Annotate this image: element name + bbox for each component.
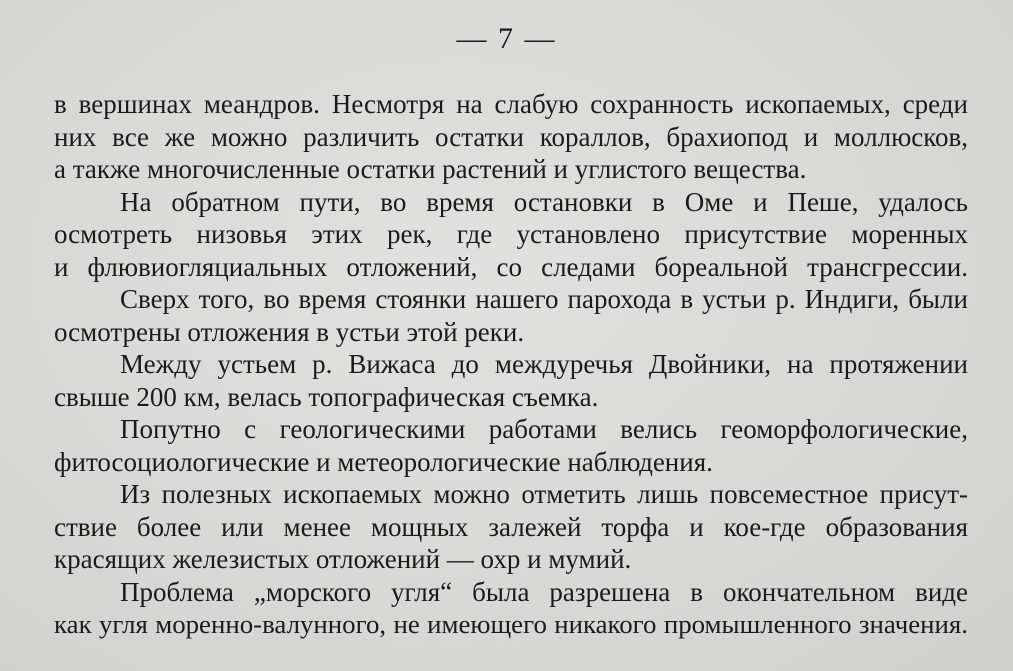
text-line: Сверх того, во время стоянки нашего парохода в устьи р. Индиги, были	[120, 284, 968, 314]
text-line: как угля моренно-валунного, не имеющего никакого промышленного значения.	[54, 609, 968, 639]
text-line: Попутно с геологическими работами велись геоморфологические,	[120, 414, 968, 444]
text-line: в вершинах меандров. Несмотря на слабую сохранность ископаемых, среди	[54, 89, 968, 119]
text-line: На обратном пути, во время остановки в Оме и Пеше, удалось	[120, 186, 968, 217]
text-line: них все же можно различить остатки кораллов, брахиопод и моллюсков,	[54, 121, 968, 152]
text-line: осмотреть низовья этих рек, где установлено присутствие моренных	[54, 219, 968, 249]
text-line: и флювиогляциальных отложений, со следами бореальной трансгрессии.	[54, 251, 968, 282]
paragraph	[54, 348, 968, 413]
text-line: осмотрены отложения в устьи этой реки.	[54, 316, 525, 347]
text-line: свыше 200 км, велась топографическая съемка.	[54, 381, 599, 412]
paragraph	[54, 88, 968, 186]
page-number: — 7 —	[456, 22, 557, 55]
paragraph	[54, 413, 968, 478]
text-line: ствие более или менее мощных залежей торфа и кое-где образования	[54, 511, 968, 542]
paragraph	[54, 478, 968, 576]
paragraph	[54, 283, 968, 348]
paragraph	[54, 186, 968, 284]
text-line: Проблема „морского угля“ была разрешена в окончательном виде	[120, 576, 968, 607]
text-line: Из полезных ископаемых можно отметить лишь повсеместное присут-	[120, 479, 968, 509]
text-line: красящих железистых отложений — охр и мумий.	[54, 544, 632, 574]
body-text	[54, 88, 968, 641]
text-line: а также многочисленные остатки растений и углистого вещества.	[54, 154, 807, 184]
text-line: фитосоциологические и метеорологические наблюдения.	[54, 446, 713, 477]
text-line: Между устьем р. Вижаса до междуречья Двойники, на протяжении	[120, 349, 968, 379]
paragraph	[54, 576, 968, 641]
